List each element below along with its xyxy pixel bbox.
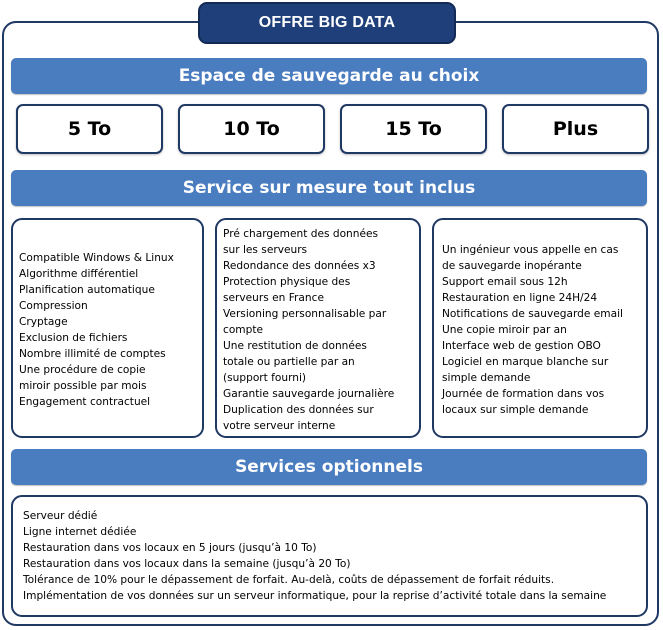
list-item: Pré chargement des données: [223, 228, 379, 240]
list-item: locaux sur simple demande: [442, 404, 589, 416]
list-item: totale ou partielle par an: [223, 356, 355, 368]
list-item: Restauration en ligne 24H/24: [442, 292, 598, 304]
list-item: Exclusion de fichiers: [19, 332, 128, 344]
list-item: Redondance des données x3: [223, 260, 376, 272]
list-item: Une copie miroir par an: [442, 324, 567, 336]
list-item: Implémentation de vos données sur un serveur informatique, pour la reprise d’activité totale dans la semaine: [23, 590, 607, 602]
list-item: Restauration dans vos locaux en 5 jours (jusqu’à 10 To): [23, 542, 317, 554]
list-item: Tolérance de 10% pour le dépassement de forfait. Au-delà, coûts de dépassement de forfait réduits.: [23, 574, 555, 586]
list-item: Support email sous 12h: [442, 276, 568, 288]
service-column-features: [11, 218, 204, 438]
list-item: Compatible Windows & Linux: [19, 252, 174, 264]
list-item: Engagement contractuel: [19, 396, 151, 408]
list-item: Interface web de gestion OBO: [442, 340, 601, 352]
storage-option-10to: 10 To: [178, 104, 325, 154]
list-item: Planification automatique: [19, 284, 155, 296]
list-item: Une procédure de copie: [19, 364, 146, 376]
list-item: sur les serveurs: [223, 244, 308, 256]
list-item: Nombre illimité de comptes: [19, 348, 166, 360]
storage-option-15to: 15 To: [340, 104, 487, 154]
list-item: votre serveur interne: [223, 420, 336, 432]
optional-services-list: [11, 495, 648, 617]
service-column-support: [432, 218, 648, 438]
list-item: Algorithme différentiel: [19, 268, 139, 280]
list-item: Duplication des données sur: [223, 404, 374, 416]
list-item: Serveur dédié: [23, 510, 98, 522]
list-item: (support fourni): [223, 372, 307, 384]
storage-heading: Espace de sauvegarde au choix: [11, 58, 647, 94]
list-item: Compression: [19, 300, 88, 312]
list-item: Une restitution de données: [223, 340, 367, 352]
service-heading: Service sur mesure tout inclus: [11, 170, 647, 206]
list-item: Notifications de sauvegarde email: [442, 308, 624, 320]
offer-title: OFFRE BIG DATA: [198, 2, 456, 44]
list-item: Restauration dans vos locaux dans la semaine (jusqu’à 20 To): [23, 558, 351, 570]
storage-option-plus: Plus: [502, 104, 649, 154]
service-column-data: [215, 218, 421, 438]
storage-option-5to: 5 To: [16, 104, 163, 154]
list-item: miroir possible par mois: [19, 380, 147, 392]
list-item: Logiciel en marque blanche sur: [442, 356, 609, 368]
list-item: serveurs en France: [223, 292, 324, 304]
list-item: Un ingénieur vous appelle en cas: [442, 244, 619, 256]
optional-heading: Services optionnels: [11, 449, 647, 485]
list-item: Journée de formation dans vos: [442, 388, 605, 400]
list-item: de sauvegarde inopérante: [442, 260, 582, 272]
list-item: Cryptage: [19, 316, 68, 328]
list-item: simple demande: [442, 372, 531, 384]
list-item: Ligne internet dédiée: [23, 526, 137, 538]
list-item: Protection physique des: [223, 276, 351, 288]
list-item: compte: [223, 324, 264, 336]
list-item: Garantie sauvegarde journalière: [223, 388, 395, 400]
list-item: Versioning personnalisable par: [223, 308, 387, 320]
